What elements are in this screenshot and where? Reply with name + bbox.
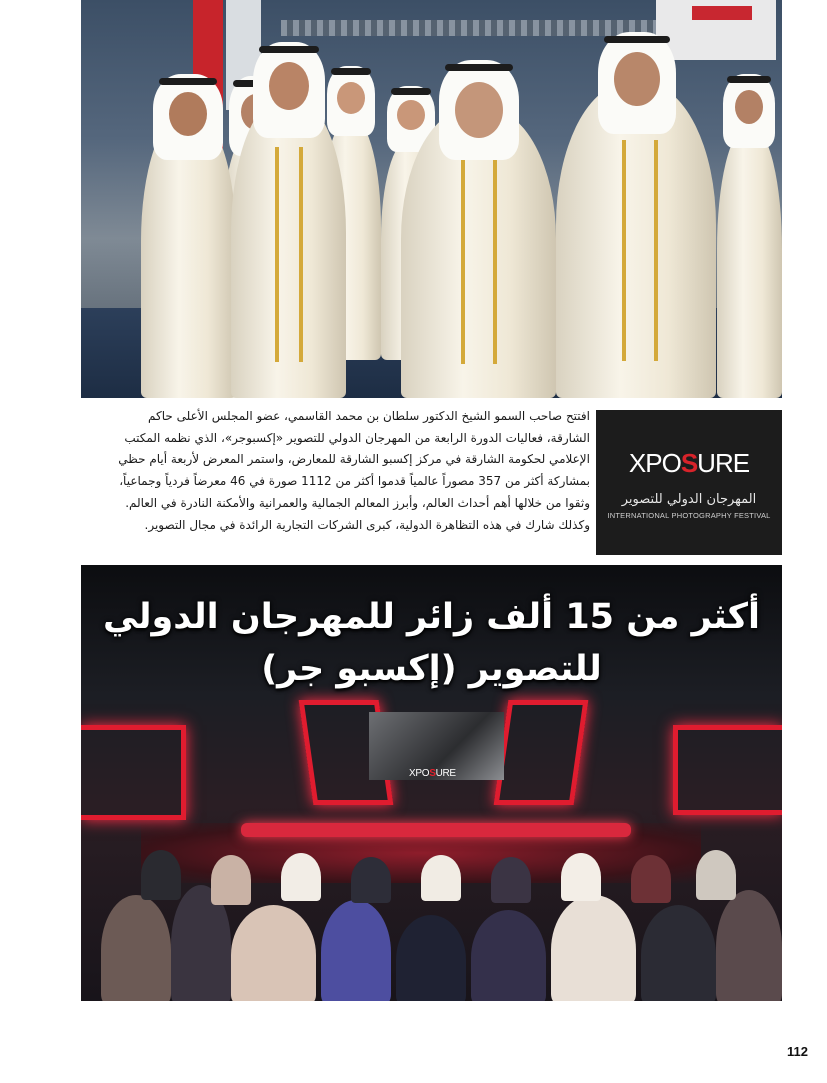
top-photo — [81, 0, 782, 398]
audience-member — [396, 915, 466, 1001]
audience-member — [631, 855, 671, 903]
attendee-figure — [717, 70, 782, 398]
audience-member — [471, 910, 546, 1001]
dignitary-figure — [141, 70, 236, 398]
stage-logo: XPOSURE — [409, 768, 456, 779]
stage-neon-frame — [81, 725, 186, 820]
audience-member — [101, 895, 171, 1001]
audience-member — [321, 900, 391, 1001]
paragraph-line: وكذلك شارك في هذه التظاهرة الدولية، كبرى الشركات التجارية الرائدة في مجال التصوير. — [144, 517, 590, 532]
paragraph-line: الشارقة، فعاليات الدورة الرابعة من المهرجان الدولي للتصوير «إكسبوجر»، الذي نظمه المكتب — [124, 430, 590, 445]
audience-member — [281, 853, 321, 901]
logo-wordmark: XPOSURE — [628, 448, 750, 478]
audience-member — [491, 857, 531, 903]
paragraph-line: بمشاركة أكثر من 357 مصوراً عالمياً قدموا أكثر من 1112 صورة في 46 معرضاً فردياً وجماعياً، — [119, 474, 590, 489]
audience-member — [716, 890, 782, 1001]
audience-member — [561, 853, 601, 901]
headline-line-2: للتصوير (إكسبو جر) — [261, 649, 602, 689]
stage-neon-frame — [673, 725, 782, 815]
audience-member — [231, 905, 316, 1001]
article-paragraph — [106, 406, 590, 556]
dignitary-figure — [231, 40, 346, 398]
logo-english-name: INTERNATIONAL PHOTOGRAPHY FESTIVAL — [607, 511, 771, 520]
stage-neon-frame — [494, 700, 589, 805]
audience-member — [551, 895, 636, 1001]
dignitary-figure — [556, 30, 716, 398]
paragraph-line: افتتح صاحب السمو الشيخ الدكتور سلطان بن محمد القاسمي، عضو المجلس الأعلى حاكم — [148, 409, 590, 423]
audience-member — [211, 855, 251, 905]
paragraph-line: وثقوا من خلالها أهم أحداث العالم، وأبرز المعالم الجمالية والعمرانية والأمكنة النادرة في العالم. — [125, 495, 590, 510]
audience-member — [141, 850, 181, 900]
paragraph-line: الإعلامي لحكومة الشارقة في مركز إكسبو الشارقة للمعارض، واستمر المعرض لأربعة أيام حظي — [118, 452, 590, 467]
page-number: 112 — [787, 1044, 808, 1059]
audience-member — [351, 857, 391, 903]
xposure-logo — [596, 410, 782, 555]
audience-member — [421, 855, 461, 901]
audience-member — [641, 905, 716, 1001]
bottom-photo — [81, 565, 782, 1001]
audience-member — [696, 850, 736, 900]
exhibit-banner-accent — [692, 6, 752, 20]
sheikh-figure — [401, 58, 556, 398]
stage-edge-glow — [241, 823, 631, 837]
headline-line-1: أكثر من 15 ألف زائر للمهرجان الدولي — [103, 597, 760, 637]
logo-arabic-name: المهرجان الدولي للتصوير — [621, 492, 757, 507]
